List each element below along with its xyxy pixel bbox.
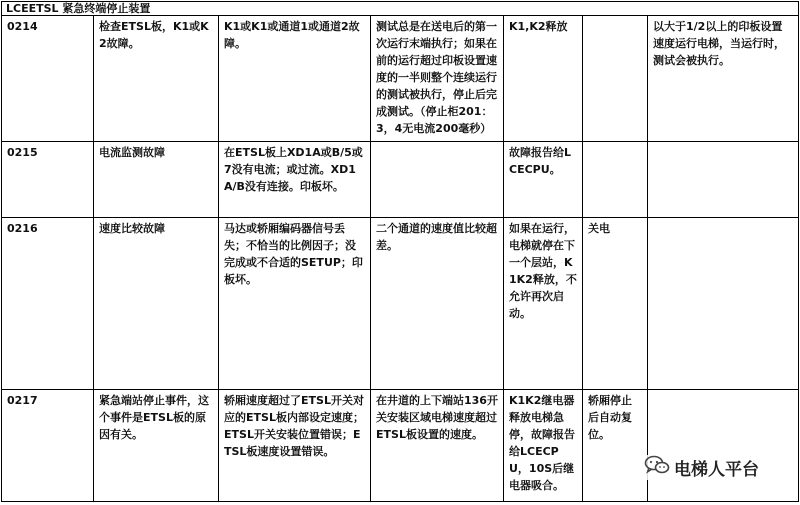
fault-cause: 在ETSL板上XD1A或B/5或7没有电流；或过流。XD1A/B没有连接。印板坏。	[219, 142, 371, 218]
fault-recovery	[583, 142, 648, 218]
fault-action: 故障报告给LCECPU。	[504, 142, 583, 218]
fault-code-table	[1, 1, 799, 502]
table-row	[2, 218, 799, 390]
fault-name: 电流监测故障	[94, 142, 219, 218]
fault-cause: K1或K1或通道1或通道2故障。	[219, 16, 371, 142]
fault-note	[648, 390, 799, 502]
fault-condition: 在井道的上下端站136开关安装区域电梯速度超过ETSL板设置的速度。	[371, 390, 504, 502]
fault-name: 速度比较故障	[94, 218, 219, 390]
fault-cause: 轿厢速度超过了ETSL开关对应的ETSL板内部设定速度；ETSL开关安装位置错误；ETSL板速度设置错误。	[219, 390, 371, 502]
fault-recovery: 轿厢停止后自动复位。	[583, 390, 648, 502]
table-row	[2, 142, 799, 218]
fault-note: 以大于1/2以上的印板设置速度运行电梯，当运行时，测试会被执行。	[648, 16, 799, 142]
fault-recovery: 关电	[583, 218, 648, 390]
fault-code: 0214	[2, 16, 94, 142]
watermark-text: 电梯人平台	[674, 460, 759, 480]
table-row	[2, 16, 799, 142]
fault-name: 检查ETSL板，K1或K2故障。	[94, 16, 219, 142]
table-row	[2, 390, 799, 502]
table-title-row	[2, 2, 799, 16]
fault-code: 0217	[2, 390, 94, 502]
fault-action: K1,K2释放	[504, 16, 583, 142]
fault-recovery	[583, 16, 648, 142]
fault-condition: 测试总是在送电后的第一次运行末端执行；如果在前的运行超过印板设置速度的一半则整个连续运行的测试被执行，停止后完成测试。（停止柜201：3，4无电流200毫秒）	[371, 16, 504, 142]
fault-note	[648, 142, 799, 218]
fault-condition: 二个通道的速度值比较超差。	[371, 218, 504, 390]
fault-action: K1K2继电器释放电梯急停，故障报告给LCECPU，10S后继电器吸合。	[504, 390, 583, 502]
watermark	[641, 455, 762, 480]
fault-condition	[371, 142, 504, 218]
fault-code: 0215	[2, 142, 94, 218]
fault-note	[648, 218, 799, 390]
fault-action: 如果在运行，电梯就停在下一个层站，K1K2释放，不允许再次启动。	[504, 218, 583, 390]
wechat-icon	[644, 455, 674, 480]
fault-name: 紧急端站停止事件，这个事件是ETSL板的原因有关。	[94, 390, 219, 502]
fault-code: 0216	[2, 218, 94, 390]
fault-cause: 马达或轿厢编码器信号丢失；不恰当的比例因子；没完成或不合适的SETUP；印板坏。	[219, 218, 371, 390]
table-title: LCEETSL 紧急终端停止装置	[2, 2, 799, 16]
